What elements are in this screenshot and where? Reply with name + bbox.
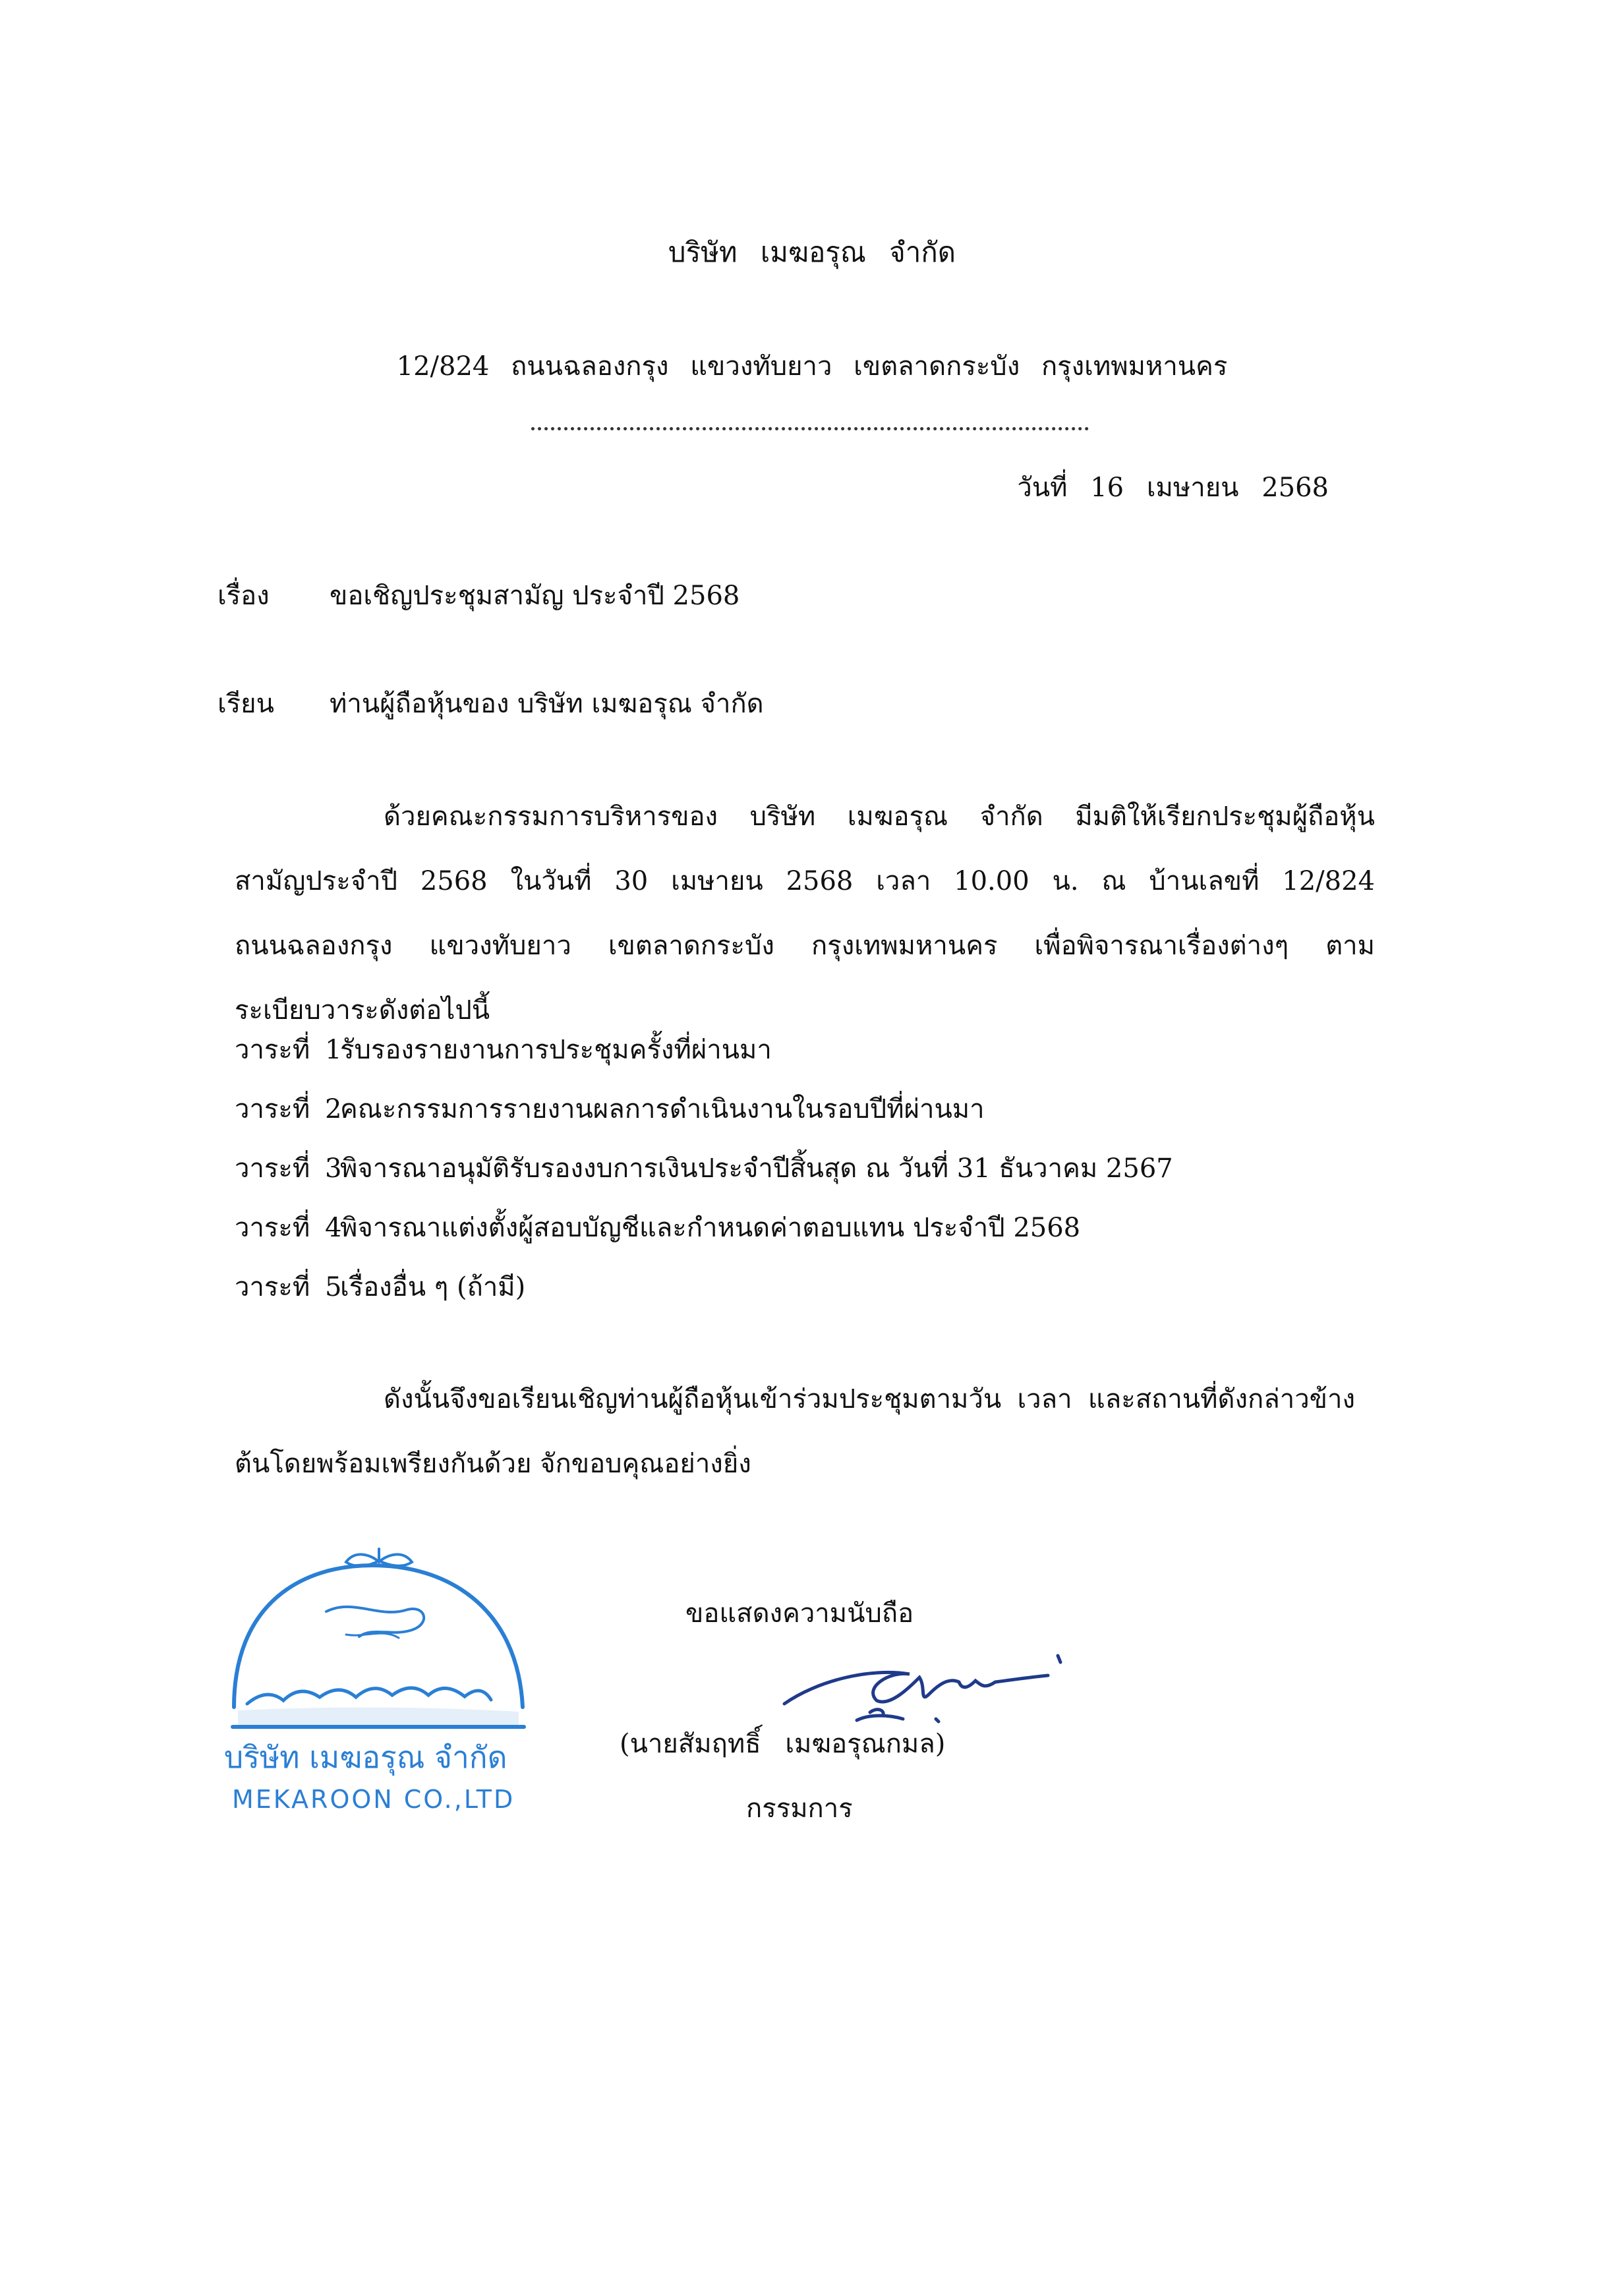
company-name: บริษัท เมฆอรุณ จำกัด — [668, 236, 956, 268]
agenda-text: เรื่องอื่น ๆ (ถ้ามี) — [340, 1272, 526, 1302]
agenda-item — [235, 1139, 1173, 1198]
agenda-list — [235, 1020, 1173, 1317]
intro-paragraph: ด้วยคณะกรรมการบริหารของ บริษัท เมฆอรุณ จำกัด มีมติให้เรียกประชุมผู้ถือหุ้นสามัญประจำปี 2568 ในวันที่ 30 เมษายน 2568 เวลา 10.00 น. ณ บ้านเลขที่ 12/824 ถนนฉลองกรุง แขวงทับยาว เขตลาดกระบัง กรุงเทพมหานคร เพื่อพิจารณาเรื่องต่างๆ ตามระเบียบวาระดังต่อไปนี้ — [235, 801, 1375, 1026]
agenda-number: วาระที่ 4 — [235, 1213, 342, 1243]
signer-position: กรรมการ — [746, 1793, 853, 1824]
letter-date: วันที่ 16 เมษายน 2568 — [1017, 473, 1329, 503]
signer-name: (นายสัมฤทธิ์ เมฆอรุณกมล) — [620, 1729, 946, 1759]
agenda-number: วาระที่ 2 — [235, 1094, 342, 1124]
subject-line — [218, 577, 740, 614]
signature-mark — [778, 1641, 1068, 1727]
recipient-label: เรียน — [218, 689, 274, 719]
agenda-number: วาระที่ 3 — [235, 1153, 342, 1184]
dotted-divider — [531, 427, 1089, 430]
stamp-name-en: MEKAROON CO.,LTD — [232, 1785, 515, 1814]
agenda-item — [235, 1020, 1173, 1080]
recipient-line — [218, 685, 764, 722]
conclusion-paragraph: ดังนั้นจึงขอเรียนเชิญท่านผู้ถือหุ้นเข้าร่วมประชุมตามวัน เวลา และสถานที่ดังกล่าวข้างต้นโดยพร้อมเพรียงกันด้วย จักขอบคุณอย่างยิ่ง — [235, 1384, 1355, 1479]
subject-label: เรื่อง — [218, 581, 270, 611]
agenda-text: พิจารณาแต่งตั้งผู้สอบบัญชีและกำหนดค่าตอบแทน ประจำปี 2568 — [340, 1213, 1081, 1243]
agenda-item — [235, 1080, 1173, 1139]
recipient-text: ท่านผู้ถือหุ้นของ บริษัท เมฆอรุณ จำกัด — [330, 689, 764, 719]
agenda-text: พิจารณาอนุมัติรับรองงบการเงินประจำปีสิ้นสุด ณ วันที่ 31 ธันวาคม 2567 — [340, 1153, 1173, 1184]
agenda-number: วาระที่ 5 — [235, 1272, 342, 1302]
company-address: 12/824 ถนนฉลองกรุง แขวงทับยาว เขตลาดกระบัง กรุงเทพมหานคร — [396, 351, 1228, 382]
agenda-item — [235, 1198, 1173, 1258]
agenda-item — [235, 1258, 1173, 1317]
subject-text: ขอเชิญประชุมสามัญ ประจำปี 2568 — [330, 581, 740, 611]
agenda-number: วาระที่ 1 — [235, 1035, 342, 1065]
agenda-text: คณะกรรมการรายงานผลการดำเนินงานในรอบปีที่ผ่านมา — [340, 1094, 985, 1124]
agenda-text: รับรองรายงานการประชุมครั้งที่ผ่านมา — [340, 1035, 772, 1065]
stamp-name-th: บริษัท เมฆอรุณ จำกัด — [224, 1739, 508, 1775]
closing-text: ขอแสดงความนับถือ — [685, 1598, 914, 1629]
